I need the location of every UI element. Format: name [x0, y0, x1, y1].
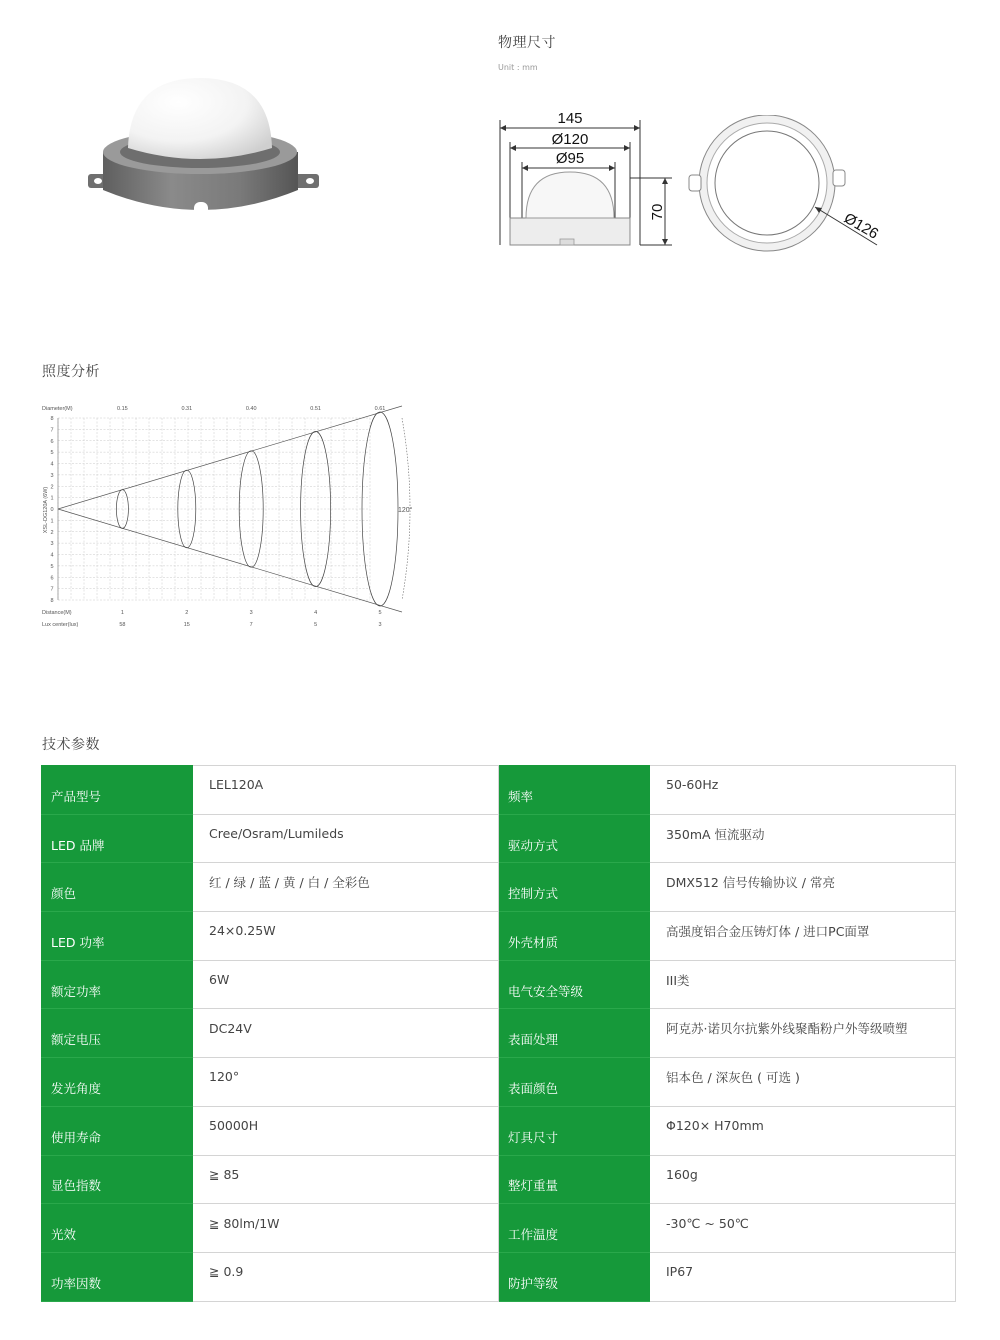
table-row — [42, 1058, 956, 1107]
top-view-drawing — [685, 115, 895, 255]
spec-key: 工作温度 — [499, 1204, 650, 1253]
lux-tick-label: 5 — [314, 622, 318, 628]
spec-value: 6W — [193, 960, 499, 1009]
spec-key: 使用寿命 — [42, 1106, 193, 1155]
distance-tick-label: 1 — [120, 610, 124, 616]
y-tick-label: 2 — [50, 484, 54, 491]
y-tick-label: 0 — [50, 507, 54, 513]
y-tick-label: 7 — [50, 586, 54, 593]
y-tick-label: 1 — [50, 518, 54, 525]
spec-key: 防护等级 — [499, 1252, 650, 1301]
lux-tick-label: 58 — [119, 622, 126, 628]
spec-key: 显色指数 — [42, 1155, 193, 1204]
y-tick-label: 4 — [50, 552, 54, 559]
inner-diameter-label: Ø95 — [555, 150, 585, 167]
spec-value: LEL120A — [193, 766, 499, 815]
lux-tick-label: 7 — [249, 622, 253, 628]
beam-edge-bottom — [58, 509, 402, 612]
spec-value: 高强度铝合金压铸灯体 / 进口PC面罩 — [650, 912, 956, 961]
spec-value: 铝本色 / 深灰色 ( 可选 ) — [650, 1058, 956, 1107]
y-tick-label: 5 — [50, 563, 54, 570]
spec-key: 电气安全等级 — [499, 960, 650, 1009]
spec-value: Cree/Osram/Lumileds — [193, 814, 499, 863]
table-row — [42, 863, 956, 912]
spec-value: 红 / 绿 / 蓝 / 黄 / 白 / 全彩色 — [193, 863, 499, 912]
spec-key: 驱动方式 — [499, 814, 650, 863]
table-row — [42, 1252, 956, 1301]
table-row — [42, 766, 956, 815]
y-tick-label: 8 — [50, 416, 54, 422]
diameter-tick-label: 0.31 — [181, 406, 193, 412]
diameter-label: Ø120 — [551, 131, 589, 148]
y-axis-label: XSL-DG120A (6W) — [43, 486, 49, 534]
spec-value: 24×0.25W — [193, 912, 499, 961]
spec-value: IP67 — [650, 1252, 956, 1301]
spec-key: 外壳材质 — [499, 912, 650, 961]
table-row — [42, 912, 956, 961]
y-tick-label: 3 — [50, 541, 54, 548]
spec-key: 产品型号 — [42, 766, 193, 815]
specs-title: 技术参数 — [42, 737, 100, 753]
illuminance-title: 照度分析 — [42, 364, 100, 380]
spec-key: 功率因数 — [42, 1252, 193, 1301]
spec-value: 50-60Hz — [650, 766, 956, 815]
distance-tick-label: 3 — [249, 610, 253, 616]
diameter-tick-label: 0.51 — [310, 406, 321, 412]
spec-value: 阿克苏·诺贝尔抗紫外线聚酯粉户外等级喷塑 — [650, 1009, 956, 1058]
diameter-tick-label: 0.61 — [374, 406, 386, 412]
spec-value: 160g — [650, 1155, 956, 1204]
spec-key: 表面颜色 — [499, 1058, 650, 1107]
y-tick-label: 6 — [50, 575, 54, 582]
spec-key: 额定功率 — [42, 960, 193, 1009]
table-row — [42, 814, 956, 863]
spec-key: 表面处理 — [499, 1009, 650, 1058]
beam-angle-label: 120° — [398, 507, 413, 514]
table-row — [42, 960, 956, 1009]
spec-value: Φ120× H70mm — [650, 1106, 956, 1155]
spec-key: 控制方式 — [499, 863, 650, 912]
distance-row-label: Distance(M) — [42, 610, 72, 616]
spec-value: DMX512 信号传输协议 / 常亮 — [650, 863, 956, 912]
distance-tick-label: 5 — [378, 610, 382, 616]
y-tick-label: 7 — [50, 427, 54, 434]
spec-key: 整灯重量 — [499, 1155, 650, 1204]
dimensions-title: 物理尺寸 — [498, 35, 556, 51]
spec-key: 额定电压 — [42, 1009, 193, 1058]
side-view-drawing — [490, 100, 690, 260]
lux-row-label: Lux center(lux) — [42, 622, 79, 628]
spec-value: ≧ 80lm/1W — [193, 1204, 499, 1253]
table-row — [42, 1106, 956, 1155]
spec-key: 发光角度 — [42, 1058, 193, 1107]
y-tick-label: 2 — [50, 529, 54, 536]
distance-tick-label: 2 — [185, 610, 189, 616]
unit-label: Unit : mm — [498, 63, 538, 72]
height-label: 70 — [649, 203, 666, 221]
spec-value: -30℃ ~ 50℃ — [650, 1204, 956, 1253]
spec-value: ≧ 85 — [193, 1155, 499, 1204]
spec-value: 50000H — [193, 1106, 499, 1155]
product-image — [80, 70, 330, 230]
lux-tick-label: 3 — [378, 622, 382, 628]
spec-key: LED 品牌 — [42, 814, 193, 863]
table-row — [42, 1009, 956, 1058]
spec-key: 频率 — [499, 766, 650, 815]
spec-key: 光效 — [42, 1204, 193, 1253]
width-label: 145 — [557, 110, 583, 127]
table-row — [42, 1155, 956, 1204]
table-row — [42, 1204, 956, 1253]
spec-key: 颜色 — [42, 863, 193, 912]
illuminance-chart — [30, 398, 430, 638]
distance-tick-label: 4 — [314, 610, 318, 616]
spec-table — [41, 765, 956, 1302]
y-tick-label: 8 — [50, 598, 54, 604]
spec-value: 350mA 恒流驱动 — [650, 814, 956, 863]
y-tick-label: 3 — [50, 472, 54, 479]
diameter-tick-label: 0.40 — [245, 406, 257, 412]
diameter-row-label: Diameter(M) — [42, 406, 73, 412]
spec-value: III类 — [650, 960, 956, 1009]
spec-key: 灯具尺寸 — [499, 1106, 650, 1155]
y-tick-label: 5 — [50, 450, 54, 457]
spec-value: ≧ 0.9 — [193, 1252, 499, 1301]
lux-tick-label: 15 — [183, 622, 190, 628]
diameter-tick-label: 0.15 — [117, 406, 128, 412]
spec-value: 120° — [193, 1058, 499, 1107]
y-tick-label: 4 — [50, 461, 54, 468]
y-tick-label: 1 — [50, 495, 54, 502]
beam-edge-top — [58, 406, 402, 509]
spec-key: LED 功率 — [42, 912, 193, 961]
y-tick-label: 6 — [50, 438, 54, 445]
top-diameter-label: Ø126 — [841, 209, 882, 243]
spec-value: DC24V — [193, 1009, 499, 1058]
